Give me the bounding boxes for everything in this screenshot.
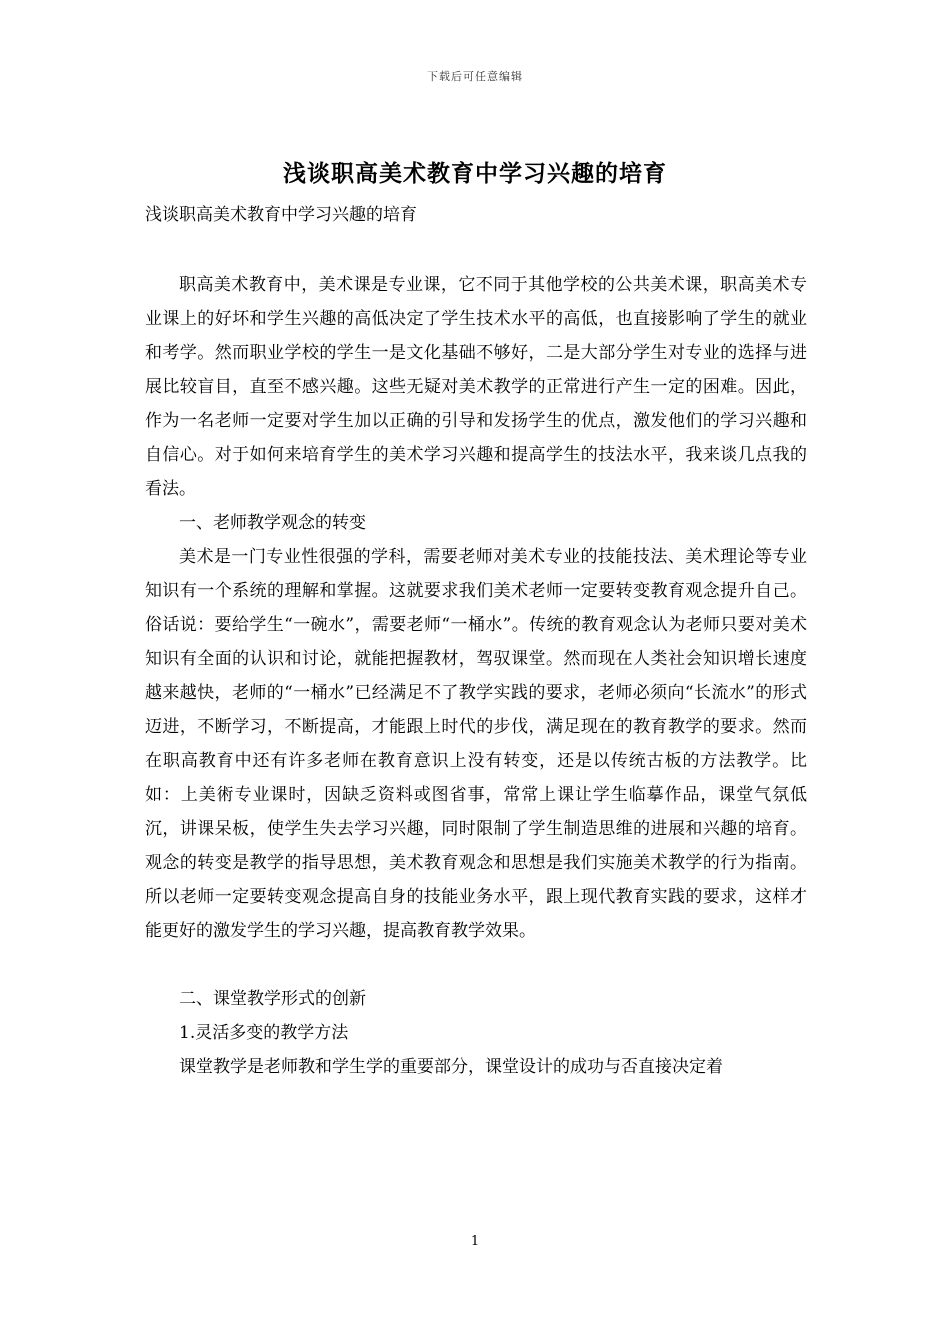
- paragraph-section-1: 美术是一门专业性很强的学科，需要老师对美术专业的技能技法、美术理论等专业知识有一个系统的理解和掌握。这就要求我们美术老师一定要转变教育观念提升自己。俗话说：要给学生“一碗水”，需要老师“一桶水”。传统的教育观念认为老师只要对美术知识有全面的认识和讨论，就能把握教材，驾驭课堂。然而现在人类社会知识增长速度越来越快，老师的“一桶水”已经满足不了教学实践的要求，老师必须向“长流水”的形式迈进，不断学习，不断提高，才能跟上时代的步伐，满足现在的教育教学的要求。然而在职高教育中还有许多老师在教育意识上没有转变，还是以传统古板的方法教学。比如：上美術专业课时，因缺乏资料或图省事，常常上课让学生临摹作品，课堂气氛低沉，讲课呆板，使学生失去学习兴趣，同时限制了学生制造思维的进展和兴趣的培育。观念的转变是教学的指导思想，美术教育观念和思想是我们实施美术教学的行为指南。所以老师一定要转变观念提高自身的技能业务水平，跟上现代教育实践的要求，这样才能更好的激发学生的学习兴趣，提高教育教学效果。: [145, 547, 807, 941]
- paragraph-intro: 职高美术教育中，美术课是专业课，它不同于其他学校的公共美术课，职高美术专业课上的好坏和学生兴趣的高低决定了学生技术水平的高低，也直接影响了学生的就业和考学。然而职业学校的学生一是文化基础不够好，二是大部分学生对专业的选择与进展比较盲目，直至不感兴趣。这些无疑对美术教学的正常进行产生一定的困难。因此，作为一名老师一定要对学生加以正确的引导和发扬学生的优点，激发他们的学习兴趣和自信心。对于如何来培育学生的美术学习兴趣和提高学生的技法水平，我来谈几点我的看法。: [145, 275, 807, 499]
- section-heading-1: 一、老师教学观念的转变: [179, 513, 366, 533]
- header-note: 下载后可任意编辑: [427, 70, 523, 83]
- document-title: 浅谈职高美术教育中学习兴趣的培育: [283, 160, 667, 187]
- document-body: [145, 268, 807, 1084]
- document-subtitle: 浅谈职高美术教育中学习兴趣的培育: [145, 205, 417, 225]
- section-heading-2: 二、课堂教学形式的创新: [179, 989, 366, 1009]
- paragraph-section-2: 课堂教学是老师教和学生学的重要部分，课堂设计的成功与否直接决定着: [179, 1057, 723, 1077]
- subsection-heading-1: 1.灵活多变的教学方法: [179, 1023, 349, 1043]
- page-number: 1: [470, 1234, 480, 1249]
- blank-line: [145, 948, 807, 982]
